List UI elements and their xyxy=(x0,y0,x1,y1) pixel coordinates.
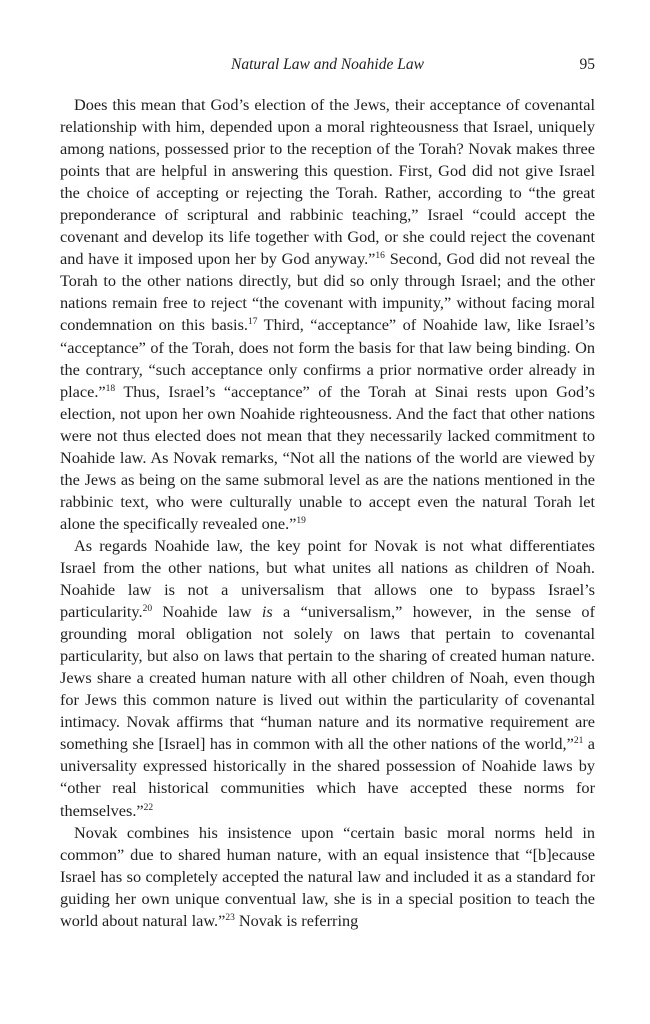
footnote-ref: 19 xyxy=(296,515,306,526)
body-text xyxy=(60,94,595,932)
footnote-ref: 17 xyxy=(247,317,258,328)
paragraph-text: Third, “acceptance” of Noahide law, like Israel’s “acceptance” of the Torah, does not form the basis for that law being binding. On the contrary, “such acceptance only confirms a prior normative order already in place.” xyxy=(60,315,595,401)
paragraph-text: Thus, Israel’s “acceptance” of the Torah at Sinai rests upon God’s election, not upon her own Noahide righteousness. And the fact that other nations were not thus elected does not mean that they necessarily lacked commitment to Noahide law. As Novak remarks, “Not all the nations of the world are viewed by the Jews as being on the same submoral level as are the nations mentioned in the rabbinic text, who were culturally unable to accept even the natural Torah let alone the specifically revealed one.” xyxy=(60,381,595,533)
footnote-ref: 21 xyxy=(573,736,584,747)
footnote-ref: 22 xyxy=(143,802,154,813)
footnote-ref: 23 xyxy=(225,912,235,923)
paragraph-text: Second, God did not reveal the Torah to the other nations directly, but did so only through Israel; and the other nations remain free to reject “the covenant with impunity,” without facing moral condemnation on this basis. xyxy=(60,249,595,335)
emphasis-text: is xyxy=(261,602,273,622)
paragraph xyxy=(60,822,595,932)
paragraph-text: a “universalism,” however, in the sense of grounding moral obligation not solely on laws that pertain to covenantal particularity, but also on laws that pertain to the sharing of created human nature. Jews share a created human nature with all other children of Noah, even though for Jews this common nature is lived out within the particularity of covenantal intimacy. Novak affirms that “human nature and its normative requirement are something she [Israel] has in common with all the other nations of the world,” xyxy=(60,602,595,754)
paragraph-text: a universality expressed historically in the shared possession of Noahide laws by “other real historical communities which have accepted these norms for themselves.” xyxy=(60,734,596,820)
footnote-ref: 18 xyxy=(105,383,116,394)
paragraph-text: Does this mean that God’s election of the Jews, their acceptance of covenantal relationship with him, depended upon a moral righteousness that Israel, uniquely among nations, possessed prior to the reception of the Torah? Novak makes three points that are helpful in answering this question. First, God did not give Israel the choice of accepting or rejecting the Torah. Rather, according to “the great preponderance of scriptural and rabbinic teaching,” Israel “could accept the covenant and develop its life together with God, or she could reject the covenant and have it imposed upon her by God anyway.” xyxy=(60,95,595,269)
running-title: Natural Law and Noahide Law xyxy=(231,56,424,73)
paragraph xyxy=(60,535,595,822)
footnote-ref: 16 xyxy=(375,251,385,262)
running-head xyxy=(60,56,595,78)
paragraph-text: As regards Noahide law, the key point for Novak is not what differentiates Israel from the other nations, but what unites all nations as children of Noah. Noahide law is not a universalism that allows one to bypass Israel’s particularity. xyxy=(60,535,595,622)
footnote-ref: 20 xyxy=(142,604,153,615)
paragraph xyxy=(60,94,595,535)
page-number: 95 xyxy=(579,56,595,73)
paragraph-text: Novak is referring xyxy=(234,910,359,930)
paragraph-text: Novak combines his insistence upon “certain basic moral norms held in common” due to shared human nature, with an equal insistence that “[b]ecause Israel has so completely accepted the natural law and included it as a standard for guiding her own unique conventual law, she is in a special position to teach the world about natural law.” xyxy=(60,822,595,930)
paragraph-text: Noahide law xyxy=(152,602,262,622)
